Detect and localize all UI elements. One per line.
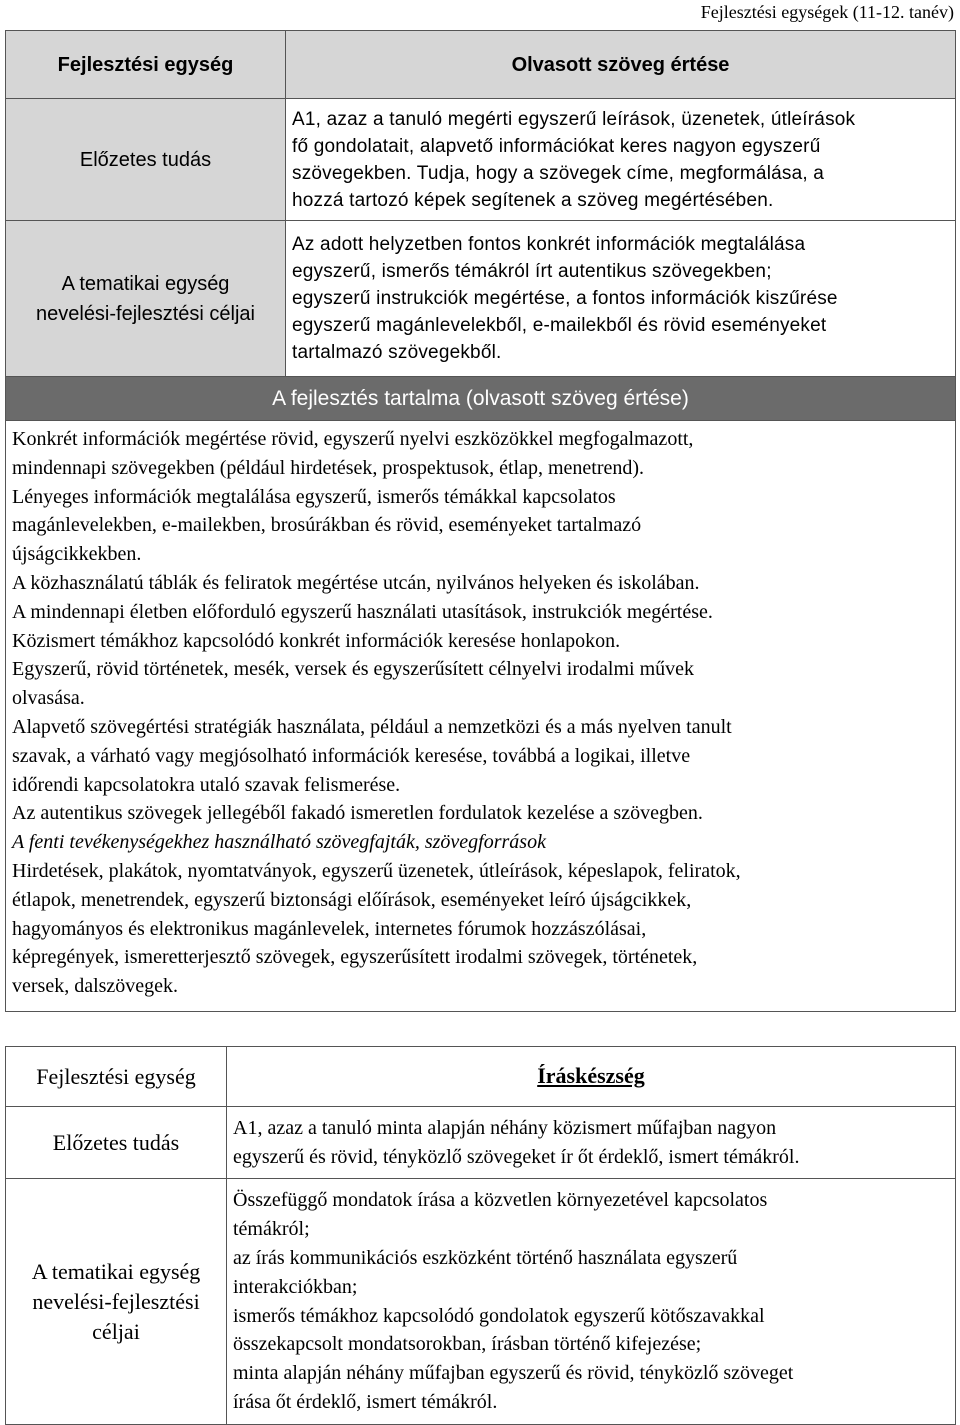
unit-title-cell <box>286 31 956 99</box>
text-line: egyszerű, ismerős témákról írt autentikus szövegekben; <box>292 261 772 282</box>
page-header: Fejlesztési egységek (11-12. tanév) <box>700 2 954 22</box>
reading-comprehension-table <box>5 30 956 1012</box>
content-line: Egyszerű, rövid történetek, mesék, versek és egyszerűsített célnyelvi irodalmi művek <box>12 658 695 681</box>
goals-text <box>286 221 956 377</box>
content-line: Az autentikus szövegek jellegéből fakadó ismeretlen fordulatok kezelése a szövegben. <box>12 802 703 825</box>
unit-title-cell <box>227 1047 956 1107</box>
text-line: ismerős témákhoz kapcsolódó gondolatok egyszerű kötőszavakkal <box>233 1304 765 1327</box>
goals-label-line: A tematikai egység <box>61 272 230 295</box>
text-line: tartalmazó szövegekből. <box>292 342 502 363</box>
unit-label: Fejlesztési egység <box>57 53 234 76</box>
goals-label-line: nevelési-fejlesztési <box>32 1288 200 1314</box>
text-line: Összefüggő mondatok írása a közvetlen környezetével kapcsolatos <box>233 1189 768 1212</box>
content-line: időrendi kapcsolatokra utaló szavak felismerése. <box>12 773 401 796</box>
text-line: egyszerű magánlevelekből, e-mailekből és rövid eseményeket <box>292 315 827 336</box>
sources-line: képregények, ismeretterjesztő szövegek, egyszerűsített irodalmi szövegek, történetek, <box>12 946 698 969</box>
content-line: A közhasználatú táblák és feliratok megértése utcán, nyilvános helyeken és iskolában. <box>12 571 700 594</box>
text-line: A1, azaz a tanuló megérti egyszerű leírások, üzenetek, útleírások <box>292 108 856 130</box>
text-line: írása őt érdeklő, ismert témákról. <box>233 1390 498 1413</box>
sources-heading: A fenti tevékenységekhez használható szövegfajták, szövegforrások <box>12 831 546 854</box>
content-body <box>6 421 956 1012</box>
goals-label-line: A tematikai egység <box>31 1258 201 1284</box>
sources-line: étlapok, menetrendek, egyszerű biztonsági előírások, eseményeket leíró újságcikkek, <box>12 888 692 911</box>
content-line: Lényeges információk megtalálása egyszerű, ismerős témákkal kapcsolatos <box>12 485 616 508</box>
goals-label-line: céljai <box>92 1318 140 1344</box>
writing-skill-table <box>5 1046 956 1425</box>
text-line: Az adott helyzetben fontos konkrét információk megtalálása <box>292 234 806 255</box>
goals-label-cell <box>6 1179 227 1425</box>
text-line: A1, azaz a tanuló minta alapján néhány közismert műfajban nagyon <box>233 1116 777 1139</box>
content-line: mindennapi szövegekben (például hirdetések, prospektusok, étlap, menetrend). <box>12 456 645 479</box>
unit-label-cell <box>6 1047 227 1107</box>
prior-knowledge-label-cell <box>6 1107 227 1179</box>
prior-knowledge-text <box>227 1107 956 1179</box>
text-line: egyszerű és rövid, tényközlő szövegeket ír őt érdeklő, ismert témákról. <box>233 1145 800 1168</box>
sources-line: Hirdetések, plakátok, nyomtatványok, egyszerű üzenetek, útleírások, képeslapok, feliratok, <box>12 859 741 882</box>
sources-line: versek, dalszövegek. <box>12 975 179 998</box>
text-line: az írás kommunikációs eszközként történő használata egyszerű <box>233 1246 738 1269</box>
prior-knowledge-label: Előzetes tudás <box>79 148 212 171</box>
goals-label-line: nevelési-fejlesztési céljai <box>36 302 255 325</box>
content-line: újságcikkekben. <box>12 543 142 566</box>
content-line: magánlevelekben, e-mailekben, brosúrákban és rövid, eseményeket tartalmazó <box>12 514 642 537</box>
content-line: A mindennapi életben előforduló egyszerű használati utasítások, instrukciók megértése. <box>12 600 713 623</box>
goals-label-cell <box>6 221 286 377</box>
text-line: szövegekben. Tudja, hogy a szövegek címe, megformálása, a <box>292 162 825 184</box>
content-heading: A fejlesztés tartalma (olvasott szöveg értése) <box>6 377 956 421</box>
unit-label-cell <box>6 31 286 99</box>
content-line: Közismert témákhoz kapcsolódó konkrét információk keresése honlapokon. <box>12 629 621 652</box>
text-line: minta alapján néhány műfajban egyszerű és rövid, tényközlő szöveget <box>233 1362 794 1385</box>
unit-title: Íráskészség <box>537 1063 645 1089</box>
content-line: Konkrét információk megértése rövid, egyszerű nyelvi eszközökkel megfogalmazott, <box>12 428 694 450</box>
sources-line: hagyományos és elektronikus magánlevelek, internetes fórumok hozzászólásai, <box>12 917 647 940</box>
text-line: összekapcsolt mondatsorokban, írásban történő kifejezése; <box>233 1333 702 1356</box>
text-line: egyszerű instrukciók megértése, a fontos információk kiszűrése <box>292 288 838 309</box>
content-line: olvasása. <box>12 687 85 710</box>
prior-knowledge-label: Előzetes tudás <box>52 1129 180 1155</box>
content-line: szavak, a várható vagy megjósolható információk keresése, továbbá a logikai, illetve <box>12 744 691 767</box>
prior-knowledge-label-cell <box>6 99 286 221</box>
text-line: interakciókban; <box>233 1275 358 1298</box>
prior-knowledge-text <box>286 99 956 221</box>
unit-title: Olvasott szöveg értése <box>511 53 730 76</box>
text-line: témákról; <box>233 1218 310 1241</box>
text-line: fő gondolatait, alapvető információkat keres nagyon egyszerű <box>292 135 821 157</box>
goals-text <box>227 1179 956 1425</box>
text-line: hozzá tartozó képek segítenek a szöveg megértésében. <box>292 189 774 211</box>
unit-label: Fejlesztési egység <box>36 1063 196 1089</box>
content-line: Alapvető szövegértési stratégiák használata, például a nemzetközi és a más nyelven tanult <box>12 715 732 738</box>
